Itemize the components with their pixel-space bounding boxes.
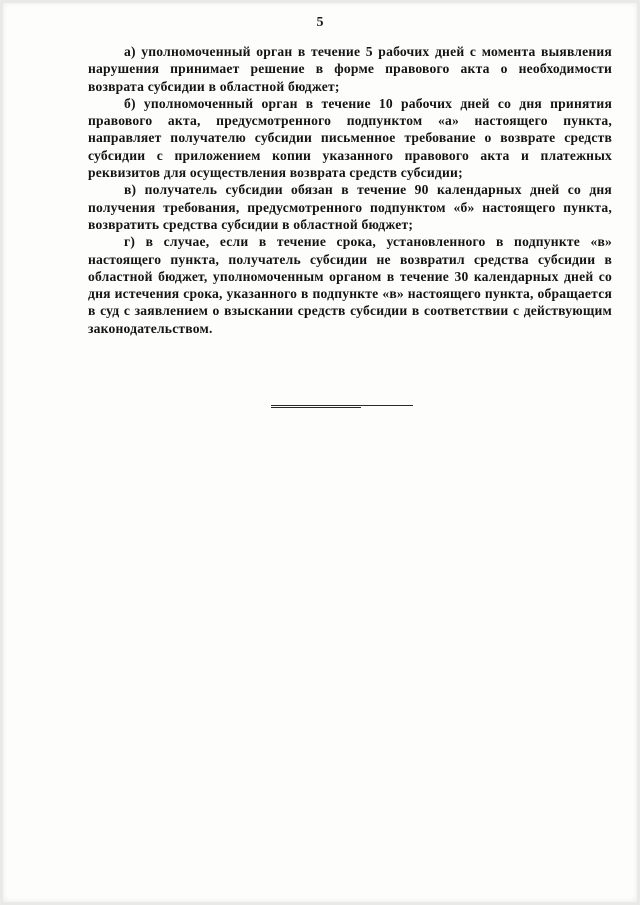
page-number: 5 [316, 15, 324, 30]
paragraph-v: в) получатель субсидии обязан в течение 90 календарных дней со дня получения требования, предусмотренного подпунктом «б» настоящего пункта, возвратить средства субсидии в областной бюджет; [88, 182, 612, 232]
document-page [3, 3, 637, 902]
document-body [88, 43, 612, 337]
paragraph-b: б) уполномоченный орган в течение 10 рабочих дней со дня принятия правового акта, предусмотренного подпунктом «а» настоящего пункта, направляет получателю субсидии письменное требование о возврате средств субсидии с приложением копии указанного правового акта и платежных реквизитов для осуществления возврата средств субсидии; [88, 95, 612, 181]
paragraph-g: г) в случае, если в течение срока, установленного в подпункте «в» настоящего пункта, получатель субсидии не возвратил средства субсидии в областной бюджет, уполномоченным органом в течение 30 календарных дней со дня истечения срока, указанного в подпункте «в» настоящего пункта, обращается в суд с заявлением о взыскании средств субсидии в соответствии с действующим законодательством. [88, 234, 612, 336]
paragraph-a: а) уполномоченный орган в течение 5 рабочих дней с момента выявления нарушения принимает решение в форме правового акта о необходимости возврата субсидии в областной бюджет; [88, 44, 612, 94]
end-of-document-separator-line [271, 405, 413, 409]
